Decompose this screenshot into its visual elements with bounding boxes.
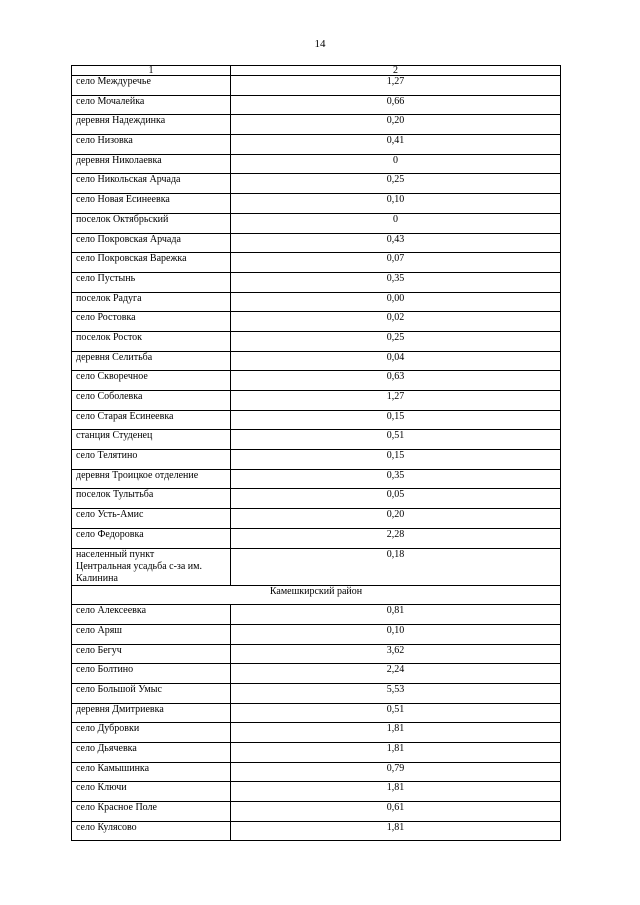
district-title: Камешкирский район <box>72 585 561 605</box>
settlement-name: село Телятино <box>72 450 231 470</box>
settlement-value: 3,62 <box>231 644 561 664</box>
table-row <box>72 605 561 625</box>
settlement-name: село Бегуч <box>72 644 231 664</box>
table-row <box>72 664 561 684</box>
settlement-name: село Болтино <box>72 664 231 684</box>
settlement-value: 0 <box>231 213 561 233</box>
table-row <box>72 762 561 782</box>
settlement-name: деревня Надеждинка <box>72 115 231 135</box>
settlement-value: 0,35 <box>231 272 561 292</box>
settlement-value: 2,28 <box>231 528 561 548</box>
settlement-name: село Дубровки <box>72 723 231 743</box>
settlement-name: село Никольская Арчада <box>72 174 231 194</box>
settlement-value: 0 <box>231 154 561 174</box>
table-row <box>72 253 561 273</box>
settlement-name: село Федоровка <box>72 528 231 548</box>
settlement-name: село Покровская Арчада <box>72 233 231 253</box>
settlement-value: 1,81 <box>231 723 561 743</box>
settlement-value: 0,43 <box>231 233 561 253</box>
settlement-value: 5,53 <box>231 683 561 703</box>
settlement-name: село Камышинка <box>72 762 231 782</box>
settlement-name: село Большой Умыс <box>72 683 231 703</box>
settlement-name: село Покровская Варежка <box>72 253 231 273</box>
table-row <box>72 292 561 312</box>
table-row <box>72 802 561 822</box>
table-row <box>72 213 561 233</box>
settlement-name: село Пустынь <box>72 272 231 292</box>
settlement-name: село Скворечное <box>72 371 231 391</box>
settlement-name: село Ключи <box>72 782 231 802</box>
table-row <box>72 469 561 489</box>
settlement-value: 0,20 <box>231 115 561 135</box>
table-row <box>72 371 561 391</box>
settlement-name: село Ростовка <box>72 312 231 332</box>
settlement-name: деревня Дмитриевка <box>72 703 231 723</box>
table-row <box>72 644 561 664</box>
settlement-name: село Мочалейка <box>72 95 231 115</box>
table-row <box>72 331 561 351</box>
table-row <box>72 489 561 509</box>
settlement-value: 0,02 <box>231 312 561 332</box>
settlement-value: 1,81 <box>231 782 561 802</box>
table-row <box>72 821 561 841</box>
settlement-name: село Усть-Амис <box>72 509 231 529</box>
settlement-name: деревня Селитьба <box>72 351 231 371</box>
settlement-name: село Междуречье <box>72 76 231 96</box>
settlement-value: 0,00 <box>231 292 561 312</box>
settlement-value: 1,27 <box>231 391 561 411</box>
settlement-value: 2,24 <box>231 664 561 684</box>
table-row <box>72 135 561 155</box>
table-row <box>72 76 561 96</box>
table-row <box>72 683 561 703</box>
table-row <box>72 782 561 802</box>
settlement-value: 0,51 <box>231 430 561 450</box>
settlement-name: село Аряш <box>72 624 231 644</box>
table-body <box>72 66 561 841</box>
table-row <box>72 174 561 194</box>
settlement-name: село Кулясово <box>72 821 231 841</box>
column-header-1: 1 <box>72 66 231 76</box>
settlement-name: село Низовка <box>72 135 231 155</box>
table-row <box>72 450 561 470</box>
settlement-name: село Старая Есинеевка <box>72 410 231 430</box>
settlement-name: деревня Николаевка <box>72 154 231 174</box>
table-row <box>72 624 561 644</box>
table-row <box>72 430 561 450</box>
settlement-value: 0,10 <box>231 194 561 214</box>
settlement-value: 1,81 <box>231 743 561 763</box>
table-row <box>72 154 561 174</box>
table-row <box>72 391 561 411</box>
settlement-name: поселок Тулытьба <box>72 489 231 509</box>
settlement-value: 0,81 <box>231 605 561 625</box>
table-row <box>72 233 561 253</box>
column-header-2: 2 <box>231 66 561 76</box>
page-number: 14 <box>314 38 326 50</box>
settlement-value: 0,63 <box>231 371 561 391</box>
settlement-value: 0,66 <box>231 95 561 115</box>
table-row <box>72 410 561 430</box>
table-row <box>72 723 561 743</box>
settlement-value: 0,15 <box>231 450 561 470</box>
settlement-value: 0,07 <box>231 253 561 273</box>
table-row <box>72 312 561 332</box>
settlement-name-line: Калинина <box>76 572 118 584</box>
settlement-name: село Дьячевка <box>72 743 231 763</box>
settlement-value: 0,41 <box>231 135 561 155</box>
settlement-value: 0,20 <box>231 509 561 529</box>
settlement-name: поселок Радуга <box>72 292 231 312</box>
settlement-name <box>72 548 231 585</box>
settlement-name: село Новая Есинеевка <box>72 194 231 214</box>
table-row <box>72 528 561 548</box>
settlements-table <box>71 65 561 841</box>
settlement-value: 0,15 <box>231 410 561 430</box>
settlement-value: 1,81 <box>231 821 561 841</box>
settlement-name-line: населенный пункт <box>76 548 155 560</box>
table-row <box>72 194 561 214</box>
table-row <box>72 95 561 115</box>
section-header-row <box>72 585 561 605</box>
settlement-value: 0,61 <box>231 802 561 822</box>
table-row <box>72 351 561 371</box>
settlement-name: деревня Троицкое отделение <box>72 469 231 489</box>
settlement-name-line: Центральная усадьба с-за им. <box>76 560 202 572</box>
table-row <box>72 272 561 292</box>
settlement-name: станция Студенец <box>72 430 231 450</box>
settlement-name: село Красное Поле <box>72 802 231 822</box>
table-header-row <box>72 66 561 76</box>
settlement-value: 0,05 <box>231 489 561 509</box>
settlement-value: 0,10 <box>231 624 561 644</box>
table-row <box>72 115 561 135</box>
settlement-value: 1,27 <box>231 76 561 96</box>
settlement-name: поселок Октябрьский <box>72 213 231 233</box>
settlement-name: село Соболевка <box>72 391 231 411</box>
table-row <box>72 743 561 763</box>
settlement-value: 0,18 <box>231 548 561 585</box>
settlement-value: 0,25 <box>231 174 561 194</box>
settlement-value: 0,35 <box>231 469 561 489</box>
settlement-value: 0,04 <box>231 351 561 371</box>
settlement-value: 0,25 <box>231 331 561 351</box>
table-row <box>72 509 561 529</box>
settlement-name: поселок Росток <box>72 331 231 351</box>
table-row <box>72 703 561 723</box>
settlement-value: 0,79 <box>231 762 561 782</box>
settlement-name: село Алексеевка <box>72 605 231 625</box>
settlement-value: 0,51 <box>231 703 561 723</box>
table-row <box>72 548 561 585</box>
